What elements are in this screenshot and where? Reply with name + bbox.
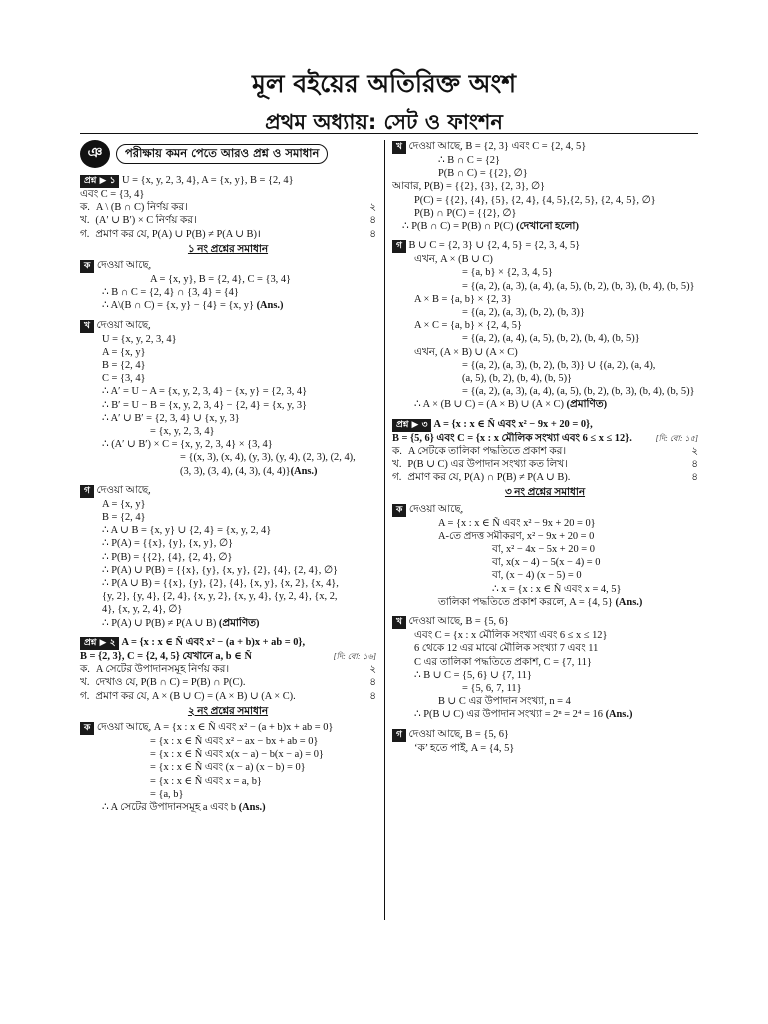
- solution-line: ∴ P(A) = {{x}, {y}, {x, y}, ∅}: [102, 538, 233, 550]
- solution-line: 4}, {x, y, 2, 4}, ∅}: [102, 604, 183, 616]
- solution-line: ‘ক’ হতে পাই, A = {4, 5}: [414, 742, 515, 754]
- question-part: [80, 663, 376, 676]
- part-badge: খ: [392, 616, 406, 629]
- solution-line: P(B) ∩ P(C) = {{2}, ∅}: [414, 207, 517, 219]
- part-mark: ৪: [691, 472, 698, 484]
- part-badge: গ: [392, 240, 406, 253]
- question-3-badge: প্রশ্ন ▶ ৩: [392, 419, 431, 432]
- part-text: প্রমাণ কর যে, A × (B ∪ C) = (A × B) ∪ (A × C).: [95, 690, 296, 702]
- solution-line: A = {x : x ∈ Ñ এবং x² − 9x + 20 = 0}: [438, 517, 596, 529]
- question-3-line-1: [392, 418, 698, 432]
- solution-line: এখন, A × (B ∪ C): [414, 254, 493, 266]
- solution-line: ∴ x = {x : x ∈ Ñ এবং x = 4, 5}: [492, 583, 622, 595]
- solution-line: ∴ P(B) = {{2}, {4}, {2, 4}, ∅}: [102, 551, 233, 563]
- part-label: ক.: [80, 664, 90, 676]
- solution-text: ∴ P(B ∪ C) এর উপাদান সংখ্যা = 2ⁿ = 2⁴ = 16: [414, 709, 603, 721]
- part-label: ক.: [80, 202, 90, 214]
- solution-text: ∴ P(B ∩ C) = P(B) ∩ P(C): [402, 221, 514, 233]
- part-mark: ২: [369, 664, 376, 676]
- part-badge: খ: [392, 141, 406, 154]
- section-header-text: পরীক্ষায় কমন পেতে আরও প্রশ্ন ও সমাধান: [116, 144, 328, 163]
- part-label: খ.: [80, 215, 90, 227]
- question-2-badge: প্রশ্ন ▶ ২: [80, 637, 119, 650]
- question-2-text: B = {2, 3}, C = {2, 4, 5} যেখানে a, b ∈ Ñ: [80, 650, 252, 662]
- solution-line: = {(a, 2), (a, 4), (a, 5), (b, 2), (b, 4), (b, 5)}: [462, 333, 640, 345]
- solution-line: [80, 721, 376, 735]
- question-3-parts: [392, 445, 698, 485]
- solution-line: = {a, b}: [150, 788, 184, 800]
- solution-line: বা, (x − 4) (x − 5) = 0: [492, 570, 582, 582]
- part-mark: ৪: [369, 228, 376, 240]
- solution-line: এবং C = {x : x মৌলিক সংখ্যা এবং 6 ≤ x ≤ 12}: [414, 630, 608, 642]
- question-3-text: A = {x : x ∈ Ñ এবং x² − 9x + 20 = 0},: [433, 418, 593, 430]
- part-text: P(B ∪ C) এর উপাদান সংখ্যা কত লিখ।: [407, 459, 568, 471]
- solution-line: [392, 728, 698, 742]
- question-part: [80, 228, 376, 241]
- question-3-line-2: [392, 432, 698, 445]
- solution-line: বা, x² − 4x − 5x + 20 = 0: [492, 544, 595, 556]
- solution-text: (3, 3), (3, 4), (4, 3), (4, 4)}: [180, 465, 291, 477]
- solution-text: ∴ A\(B ∩ C) = {x, y} − {4} = {x, y}: [102, 300, 254, 312]
- question-1-text: U = {x, y, 2, 3, 4}, A = {x, y}, B = {2, 4}: [122, 175, 294, 186]
- question-1-parts: [80, 201, 376, 241]
- part-mark: ২: [691, 445, 698, 457]
- question-1-line-1: [80, 174, 376, 188]
- solution-line: A-তে প্রদত্ত সমীকরণ, x² − 9x + 20 = 0: [438, 530, 595, 542]
- solution-text: দেওয়া আছে, B = {5, 6}: [408, 728, 509, 740]
- solution-line: = {x, y, 2, 3, 4}: [150, 426, 215, 438]
- solution-line: আবার, P(B) = {{2}, {3}, {2, 3}, ∅}: [392, 181, 546, 193]
- solution-line: = {(a, 2), (a, 3), (a, 4), (a, 5), (b, 2), (b, 3), (b, 4), (b, 5)}: [462, 386, 695, 398]
- solution-line: ∴ B ∩ C = {2, 4} ∩ {3, 4} = {4}: [102, 287, 239, 299]
- part-badge: গ: [392, 729, 406, 742]
- solution-line: 6 থেকে 12 এর মাঝে মৌলিক সংখ্যা 7 এবং 11: [414, 643, 599, 655]
- solution-line: P(C) = {{2}, {4}, {5}, {2, 4}, {4, 5},{2, 5}, {2, 4, 5}, ∅}: [414, 194, 656, 206]
- solution-line: = {x : x ∈ Ñ এবং x(x − a) − b(x − a) = 0}: [150, 749, 324, 761]
- question-part: [80, 676, 376, 689]
- solution-line: ∴ P(A ∪ B) = {{x}, {y}, {2}, {4}, {x, y}, {x, 2}, {x, 4},: [102, 578, 339, 590]
- solution-3-title: ৩ নং প্রশ্নের সমাধান: [504, 487, 586, 499]
- solution-line: ∴ (A′ ∪ B′) × C = {x, y, 2, 3, 4} × {3, 4}: [102, 439, 273, 451]
- part-mark: ৪: [369, 690, 376, 702]
- question-2-line-2: [80, 650, 376, 663]
- part-label: খ.: [392, 459, 402, 471]
- board-tag: [দি: বো: ১৬]: [333, 651, 376, 661]
- page-title: মূল বইয়ের অতিরিক্ত অংশ: [251, 69, 517, 98]
- part-label: ক.: [392, 445, 402, 457]
- solution-line: [392, 596, 698, 609]
- part-text: দেখাও যে, P(B ∩ C) = P(B) ∩ P(C).: [95, 677, 246, 689]
- solution-line: = {(a, 2), (a, 3), (a, 4), (a, 5), (b, 2), (b, 3), (b, 4), (b, 5)}: [462, 280, 695, 292]
- solution-line: C = {3, 4}: [102, 373, 146, 385]
- solution-line: [80, 299, 376, 312]
- part-mark: ৪: [691, 459, 698, 471]
- answer-mark: (প্রমাণিত): [218, 617, 260, 629]
- solution-line: {y, 2}, {y, 4}, {2, 4}, {x, y, 2}, {x, y, 4}, {y, 2, 4}, {x, 2,: [102, 591, 338, 603]
- part-label: খ.: [80, 677, 90, 689]
- solution-line: [392, 708, 698, 721]
- solution-line: = {(a, 2), (a, 3), (b, 2), (b, 3)}: [462, 307, 585, 319]
- part-label: গ.: [80, 228, 90, 240]
- solution-line: ∴ P(A) ∪ P(B) = {{x}, {y}, {x, y}, {2}, {4}, {2, 4}, ∅}: [102, 564, 338, 576]
- solution-line: [80, 617, 376, 630]
- part-label: গ.: [392, 472, 402, 484]
- part-label: গ.: [80, 690, 90, 702]
- question-1-badge: প্রশ্ন ▶ ১: [80, 175, 119, 188]
- question-3-text: B = {5, 6} এবং C = {x : x মৌলিক সংখ্যা এবং 6 ≤ x ≤ 12}.: [392, 432, 632, 444]
- solution-text: দেওয়া আছে,: [96, 319, 151, 331]
- part-badge: গ: [80, 485, 94, 498]
- title-rule: [80, 133, 698, 134]
- part-badge: ক: [392, 504, 406, 517]
- part-badge: খ: [80, 320, 94, 333]
- solution-line: B ∪ C এর উপাদান সংখ্যা, n = 4: [438, 696, 571, 708]
- solution-1-title: ১ নং প্রশ্নের সমাধান: [187, 243, 269, 255]
- solution-line: [80, 484, 376, 498]
- solution-line: = {a, b} × {2, 3, 4, 5}: [462, 267, 553, 279]
- answer-mark: (প্রমাণিত): [566, 399, 608, 411]
- solution-line: = {x : x ∈ Ñ এবং x = a, b}: [150, 775, 262, 787]
- solution-text: দেওয়া আছে, B = {2, 3} এবং C = {2, 4, 5}: [408, 141, 587, 152]
- solution-line: [392, 615, 698, 629]
- board-tag: [দি: বো: ১৫]: [655, 433, 698, 443]
- solution-line: = {(x, 3), (x, 4), (y, 3), (y, 4), (2, 3), (2, 4),: [180, 452, 356, 464]
- solution-line: [80, 801, 376, 814]
- question-part: [80, 201, 376, 214]
- question-part: [392, 445, 698, 458]
- solution-line: [392, 239, 698, 253]
- solution-line: A × C = {a, b} × {2, 4, 5}: [414, 320, 522, 332]
- solution-text: দেওয়া আছে,: [96, 484, 151, 496]
- chapter-title: প্রথম অধ্যায়: সেট ও ফাংশন: [265, 110, 503, 134]
- solution-line: [80, 465, 376, 478]
- question-2-parts: [80, 663, 376, 703]
- solution-line: এখন, (A × B) ∪ (A × C): [414, 346, 518, 358]
- answer-mark: (Ans.): [605, 709, 633, 721]
- part-text: প্রমাণ কর যে, P(A) ∩ P(B) ≠ P(A ∪ B).: [407, 472, 571, 484]
- brand-logo-icon: ঞ: [80, 140, 110, 168]
- part-mark: ৪: [369, 215, 376, 227]
- question-2-text: A = {x : x ∈ Ñ এবং x² − (a + b)x + ab = 0},: [121, 636, 306, 648]
- solution-line: B = {2, 4}: [102, 512, 146, 524]
- part-text: A \ (B ∩ C) নির্ণয় কর।: [95, 202, 188, 214]
- solution-line: ∴ B ∪ C = {5, 6} ∪ {7, 11}: [414, 669, 532, 681]
- solution-text: ∴ A সেটের উপাদানসমূহ a এবং b: [102, 801, 237, 813]
- part-badge: ক: [80, 722, 94, 735]
- question-part: [392, 458, 698, 471]
- question-1-line-2: এবং C = {3, 4}: [80, 189, 145, 200]
- part-text: প্রমাণ কর যে, P(A) ∪ P(B) ≠ P(A ∪ B)।: [95, 228, 261, 240]
- solution-line: [392, 140, 698, 154]
- solution-text: দেওয়া আছে, B = {5, 6}: [408, 616, 509, 628]
- solution-line: [392, 398, 698, 411]
- column-divider: [384, 140, 385, 920]
- section-header: [80, 140, 376, 168]
- answer-mark: (Ans.): [256, 300, 284, 312]
- solution-line: [392, 503, 698, 517]
- solution-line: ∴ B′ = U − B = {x, y, 2, 3, 4} − {2, 4} = {x, y, 3}: [102, 399, 308, 411]
- answer-mark: (Ans.): [615, 596, 643, 608]
- solution-text: ∴ P(A) ∪ P(B) ≠ P(A ∪ B): [102, 617, 217, 629]
- part-text: (A′ ∪ B′) × C নির্ণয় কর।: [95, 215, 197, 227]
- solution-line: = {x : x ∈ Ñ এবং (x − a) (x − b) = 0}: [150, 762, 306, 774]
- solution-line: = {5, 6, 7, 11}: [462, 682, 522, 694]
- left-column: [80, 140, 376, 814]
- solution-line: [392, 220, 698, 233]
- question-part: [80, 690, 376, 703]
- solution-2-title: ২ নং প্রশ্নের সমাধান: [187, 705, 269, 717]
- solution-text: B ∪ C = {2, 3} ∪ {2, 4, 5} = {2, 3, 4, 5}: [408, 240, 581, 252]
- answer-mark: (Ans.): [290, 465, 318, 477]
- part-mark: ৪: [369, 677, 376, 689]
- solution-text: তালিকা পদ্ধতিতে প্রকাশ করলে, A = {4, 5}: [438, 596, 613, 608]
- solution-line: U = {x, y, 2, 3, 4}: [102, 333, 177, 345]
- solution-line: A × B = {a, b} × {2, 3}: [414, 293, 512, 305]
- solution-line: [80, 259, 376, 273]
- solution-text: দেওয়া আছে, A = {x : x ∈ Ñ এবং x² − (a + b)x + ab = 0}: [96, 721, 334, 733]
- solution-text: দেওয়া আছে,: [96, 260, 152, 272]
- solution-line: = {x : x ∈ Ñ এবং x² − ax − bx + ab = 0}: [150, 735, 319, 747]
- answer-mark: (Ans.): [238, 801, 266, 813]
- part-mark: ২: [369, 202, 376, 214]
- solution-line: A = {x, y}, B = {2, 4}, C = {3, 4}: [150, 274, 292, 286]
- solution-line: বা, x(x − 4) − 5(x − 4) = 0: [492, 557, 601, 569]
- question-part: [392, 471, 698, 484]
- solution-line: (a, 5), (b, 2), (b, 4), (b, 5)}: [462, 373, 573, 385]
- question-2-line-1: [80, 636, 376, 650]
- solution-line: B = {2, 4}: [102, 360, 146, 372]
- question-part: [80, 214, 376, 227]
- solution-line: A = {x, y}: [102, 498, 146, 510]
- solution-line: = {(a, 2), (a, 3), (b, 2), (b, 3)} ∪ {(a, 2), (a, 4),: [462, 359, 656, 371]
- solution-text: ∴ A × (B ∪ C) = (A × B) ∪ (A × C): [414, 399, 564, 411]
- part-text: A সেটকে তালিকা পদ্ধতিতে প্রকাশ কর।: [407, 445, 567, 457]
- solution-line: ∴ B ∩ C = {2}: [438, 155, 500, 166]
- part-text: A সেটের উপাদানসমূহ নির্ণয় কর।: [95, 664, 230, 676]
- solution-text: দেওয়া আছে,: [408, 503, 464, 515]
- answer-mark: (দেখানো হলো): [516, 221, 579, 233]
- solution-line: ∴ A ∪ B = {x, y} ∪ {2, 4} = {x, y, 2, 4}: [102, 525, 272, 537]
- solution-line: ∴ A′ ∪ B′ = {2, 3, 4} ∪ {x, y, 3}: [102, 412, 240, 424]
- solution-line: ∴ A′ = U − A = {x, y, 2, 3, 4} − {x, y} = {2, 3, 4}: [102, 386, 308, 398]
- solution-line: P(B ∩ C) = {{2}, ∅}: [438, 168, 528, 180]
- solution-line: A = {x, y}: [102, 346, 146, 358]
- solution-line: C এর তালিকা পদ্ধতিতে প্রকাশ, C = {7, 11}: [414, 656, 592, 668]
- solution-line: [80, 319, 376, 333]
- part-badge: ক: [80, 260, 94, 273]
- right-column: [392, 140, 698, 755]
